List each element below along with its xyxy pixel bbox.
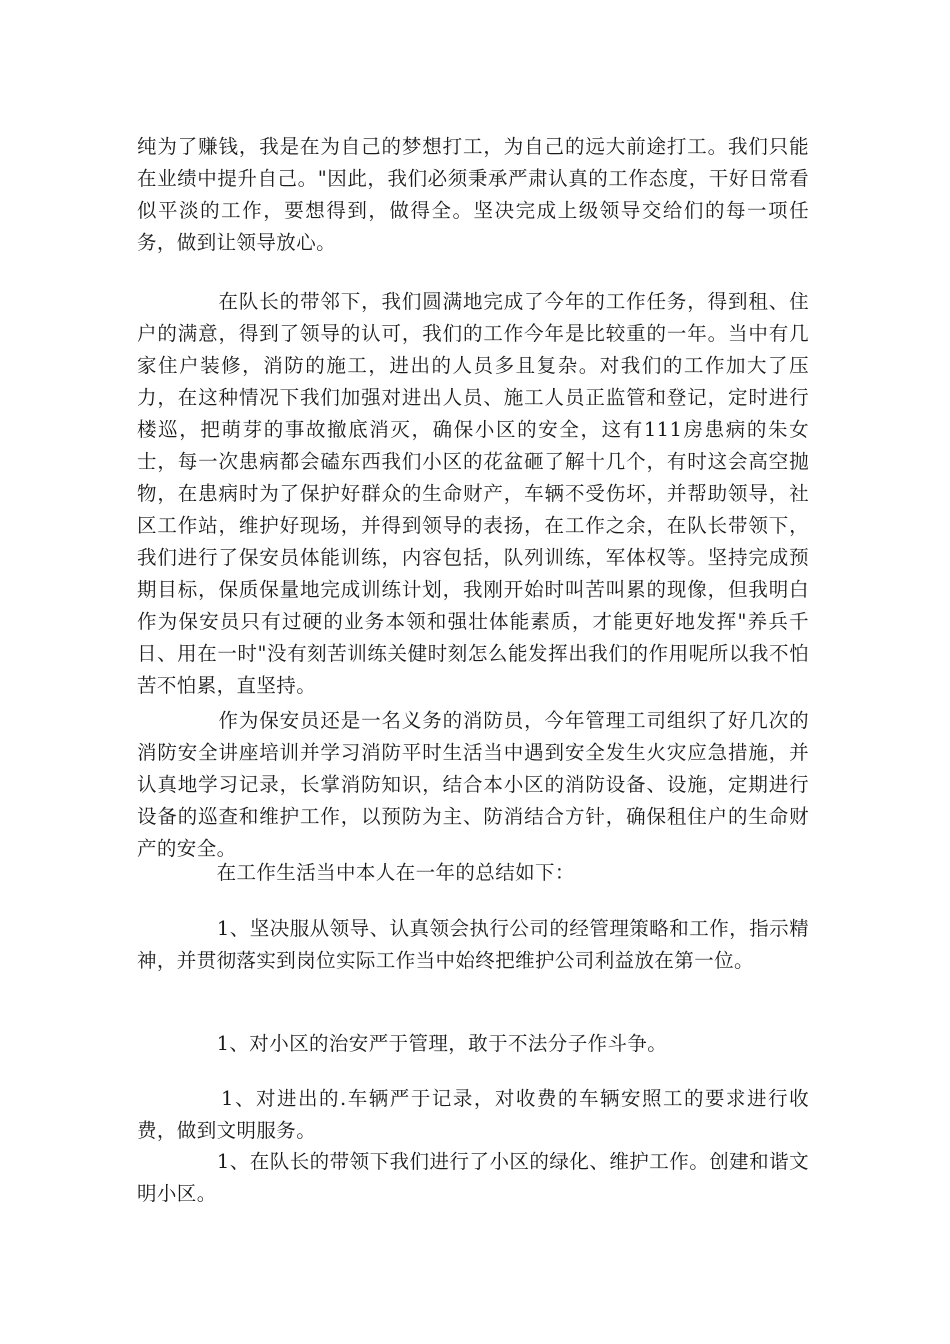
- paragraph-item-security: 1、对小区的治安严于管理，敢于不法分子作斗争。: [137, 1032, 668, 1055]
- paragraph-team-work: 在队长的带邻下，我们圆满地完成了今年的工作任务，得到租、住户的满意，得到了领导的认可，我们的工作今年是比较重的一年。当中有几家住户装修，消防的施工，进出的人员多且复杂。对我们的工作加大了压力，在这种情况下我们加强对进出人员、施工人员正监管和登记，定时进行楼巡，把萌芽的事故撤底消灭，确保小区的安全，这有111房患病的朱女士，每一次患病都会磕东西我们小区的花盆砸了解十几个，有时这会高空抛物，在患病时为了保护好群众的生命财产，车辆不受伤坏，并帮助领导，社区工作站，维护好现场，并得到领导的表扬，在工作之余，在队长带领下，我们进行了保安员体能训练，内容包括，队列训练，军体权等。坚持完成预期目标，保质保量地完成训练计划，我刚开始时叫苦叫累的现像，但我明白作为保安员只有过硬的业务本领和强壮体能素质，才能更好地发挥"养兵千日、用在一时"没有刻苦训练关健时刻怎么能发挥出我们的作用呢所以我不怕苦不怕累，直坚持。: [137, 290, 809, 697]
- paragraph-item-vehicles: 1、对进出的.车辆严于记录，对收费的车辆安照工的要求进行收费，做到文明服务。: [137, 1087, 809, 1142]
- paragraph-item-obey-leadership: 1、坚决服从领导、认真领会执行公司的经管理策略和工作，指示精神，并贯彻落实到岗位实际工作当中始终把维护公司利益放在第一位。: [137, 917, 809, 972]
- paragraph-fire-safety: 作为保安员还是一名义务的消防员，今年管理工司组织了好几次的消防安全讲座培训并学习消防平时生活当中遇到安全发生火灾应急措施，并认真地学习记录，长掌消防知识，结合本小区的消防设备、设施，定期进行设备的巡查和维护工作，以预防为主、防消结合方针，确保租住户的生命财产的安全。: [137, 709, 809, 860]
- paragraph-item-greening: 1、在队长的带领下我们进行了小区的绿化、维护工作。创建和谐文明小区。: [137, 1150, 809, 1205]
- paragraph-summary-heading: 在工作生活当中本人在一年的总结如下：: [137, 861, 575, 884]
- paragraph-intro: 纯为了赚钱，我是在为自己的梦想打工，为自己的远大前途打工。我们只能在业绩中提升自己。"因此，我们必须秉承严肃认真的工作态度，干好日常看似平淡的工作，要想得到，做得全。坚决完成上级领导交给们的每一项任务，做到让领导放心。: [137, 135, 809, 254]
